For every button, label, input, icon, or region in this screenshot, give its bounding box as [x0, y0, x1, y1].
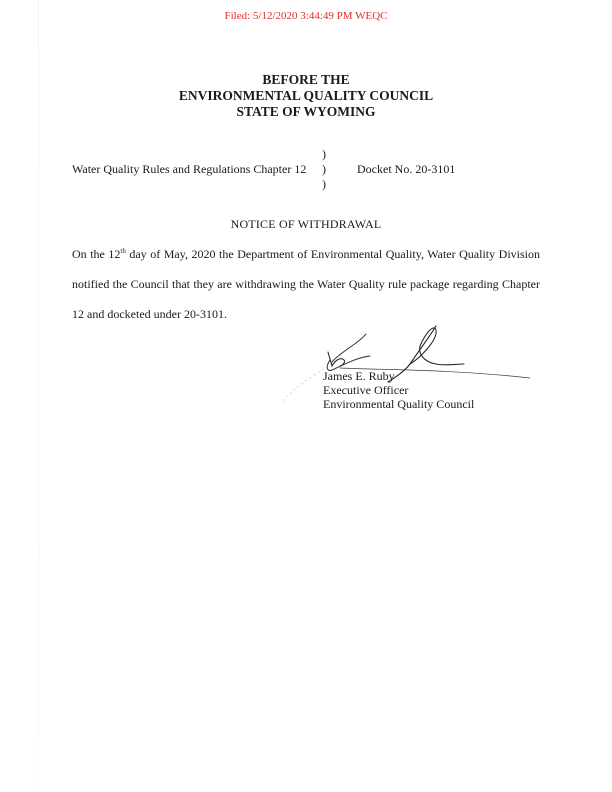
signature-tail — [282, 366, 328, 402]
signature-block — [323, 369, 474, 411]
caption-paren: ) — [322, 162, 326, 176]
signature-stroke — [328, 352, 345, 366]
ordinal-suffix: th — [120, 247, 126, 255]
caption-parentheses — [322, 147, 326, 192]
caption-matter: Water Quality Rules and Regulations Chapter 12 — [72, 162, 307, 176]
signatory-organization: Environmental Quality Council — [323, 397, 475, 411]
caption-paren: ) — [322, 177, 326, 191]
signature-stroke — [410, 328, 464, 365]
signatory-title: Executive Officer — [323, 383, 409, 397]
docket-number: Docket No. 20-3101 — [357, 162, 456, 176]
notice-body — [72, 239, 540, 329]
notice-title: NOTICE OF WITHDRAWAL — [230, 217, 382, 231]
body-part-2: day of May, 2020 the Department of Environmental Quality, Water Quality Division notified the Council that they are withdrawing the Water Quality rule package regarding Chapter 12 and docketed under 20-3101. — [72, 247, 540, 321]
signature-stroke — [327, 334, 370, 370]
signatory-name: James E. Ruby — [323, 369, 395, 383]
caption-paren: ) — [322, 147, 326, 161]
body-part-1: On the 12 — [72, 247, 121, 261]
document-heading — [0, 72, 612, 120]
heading-line-2: ENVIRONMENTAL QUALITY COUNCIL — [178, 88, 434, 103]
heading-line-3: STATE OF WYOMING — [236, 104, 376, 119]
notice-paragraph — [72, 239, 540, 329]
heading-line-1: BEFORE THE — [262, 72, 350, 87]
case-caption — [72, 145, 542, 195]
filed-stamp: Filed: 5/12/2020 3:44:49 PM WEQC — [224, 10, 388, 22]
